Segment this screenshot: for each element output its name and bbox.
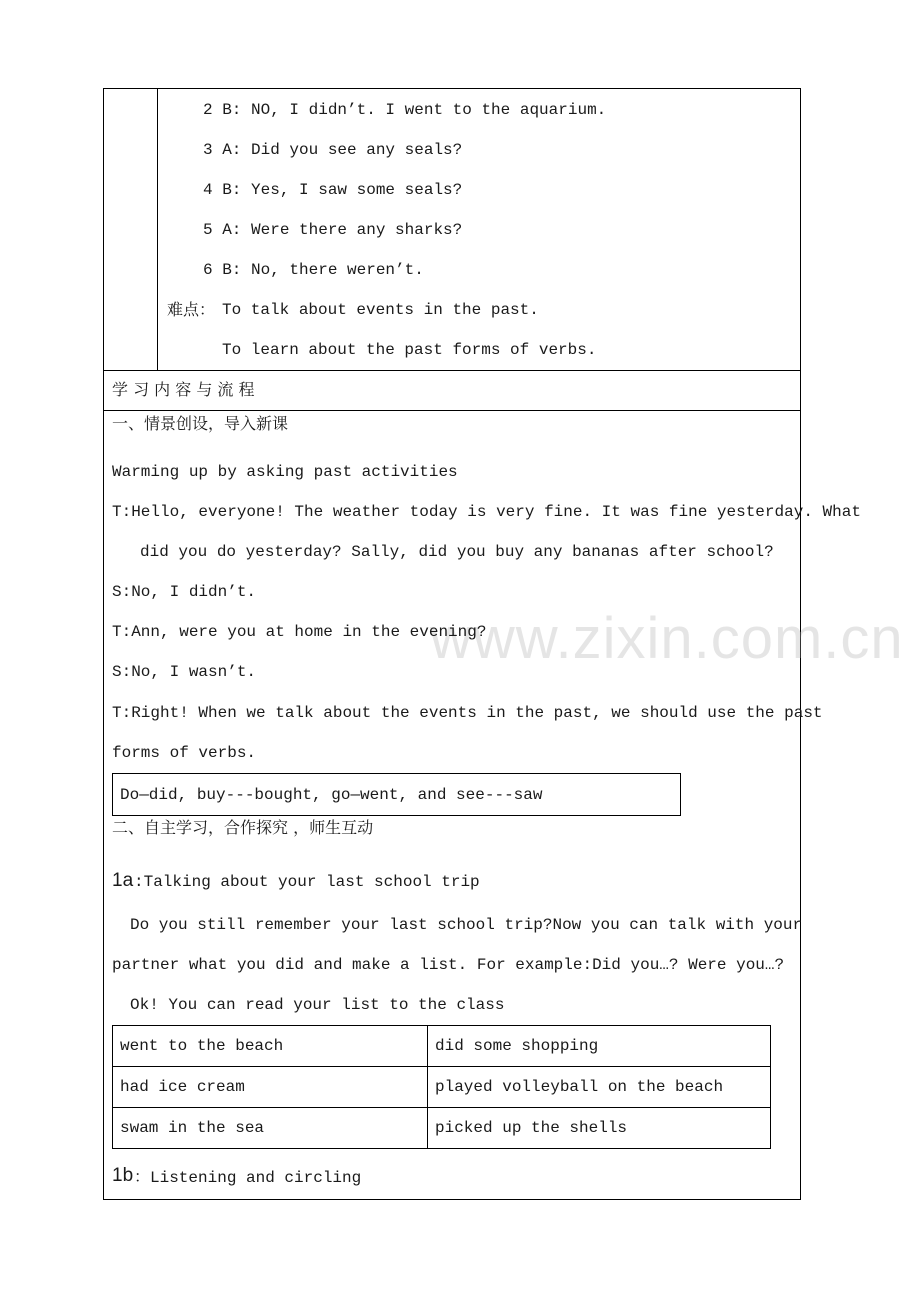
exercise-1a-line-2: partner what you did and make a list. For example:Did you…? Were you…? [112,956,785,974]
dialogue-line-6: 6 B: No, there weren’t. [203,261,424,279]
difficulty-line-1: To talk about events in the past. [222,301,539,319]
table-cell: did some shopping [428,1026,771,1067]
exercise-1b-label: 1b [112,1165,134,1186]
part1-line-7: T:Right! When we talk about the events in the past, we should use the past [112,704,823,722]
exercise-1a-label: 1a [112,870,134,891]
difficulty-line-2: To learn about the past forms of verbs. [222,341,597,359]
row-divider-2 [103,410,801,411]
part1-line-6: S:No, I wasn’t. [112,663,257,681]
activity-list-table [112,1025,771,1149]
exercise-1a-line-1: Do you still remember your last school trip?Now you can talk with your [130,916,803,934]
part1-heading: 一、情景创设，导入新课 [112,414,289,433]
dialogue-line-3: 3 A: Did you see any seals? [203,141,463,159]
exercise-1b-title: ：Listening and circling [134,1169,362,1187]
dialogue-line-4: 4 B: Yes, I saw some seals? [203,181,463,199]
row-divider-1 [103,370,801,371]
outer-border-top [103,88,801,89]
inner-column-divider [157,88,158,370]
table-row [113,1108,771,1149]
watermark: www.zixin.com.cn [430,606,904,671]
dialogue-line-5: 5 A: Were there any sharks? [203,221,463,239]
part1-line-3: did you do yesterday? Sally, did you buy any bananas after school? [140,543,774,561]
exercise-1a-title: :Talking about your last school trip [134,873,480,891]
part1-line-4: S:No, I didn’t. [112,583,257,601]
outer-border-left [103,88,104,1200]
difficulty-label: 难点： [167,300,216,319]
section-header: 学 习 内 容 与 流 程 [112,380,255,399]
table-cell: swam in the sea [113,1108,428,1149]
part1-line-5: T:Ann, were you at home in the evening? [112,623,487,641]
outer-border-bottom [103,1199,801,1200]
part2-heading: 二、自主学习，合作探究 ，师生互动 [112,818,374,837]
table-cell: had ice cream [113,1067,428,1108]
table-cell: went to the beach [113,1026,428,1067]
table-row [113,1067,771,1108]
part1-line-2: T:Hello, everyone! The weather today is very fine. It was fine yesterday. What [112,503,861,521]
table-row [113,1026,771,1067]
table-cell: picked up the shells [428,1108,771,1149]
verb-forms-text: Do—did, buy---bought, go—went, and see---saw [120,786,543,804]
table-cell: played volleyball on the beach [428,1067,771,1108]
exercise-1a-line-3: Ok! You can read your list to the class [130,996,505,1014]
dialogue-line-2: 2 B: NO, I didn’t. I went to the aquarium. [203,101,607,119]
part1-line-8: forms of verbs. [112,744,257,762]
part1-line-1: Warming up by asking past activities [112,463,458,481]
